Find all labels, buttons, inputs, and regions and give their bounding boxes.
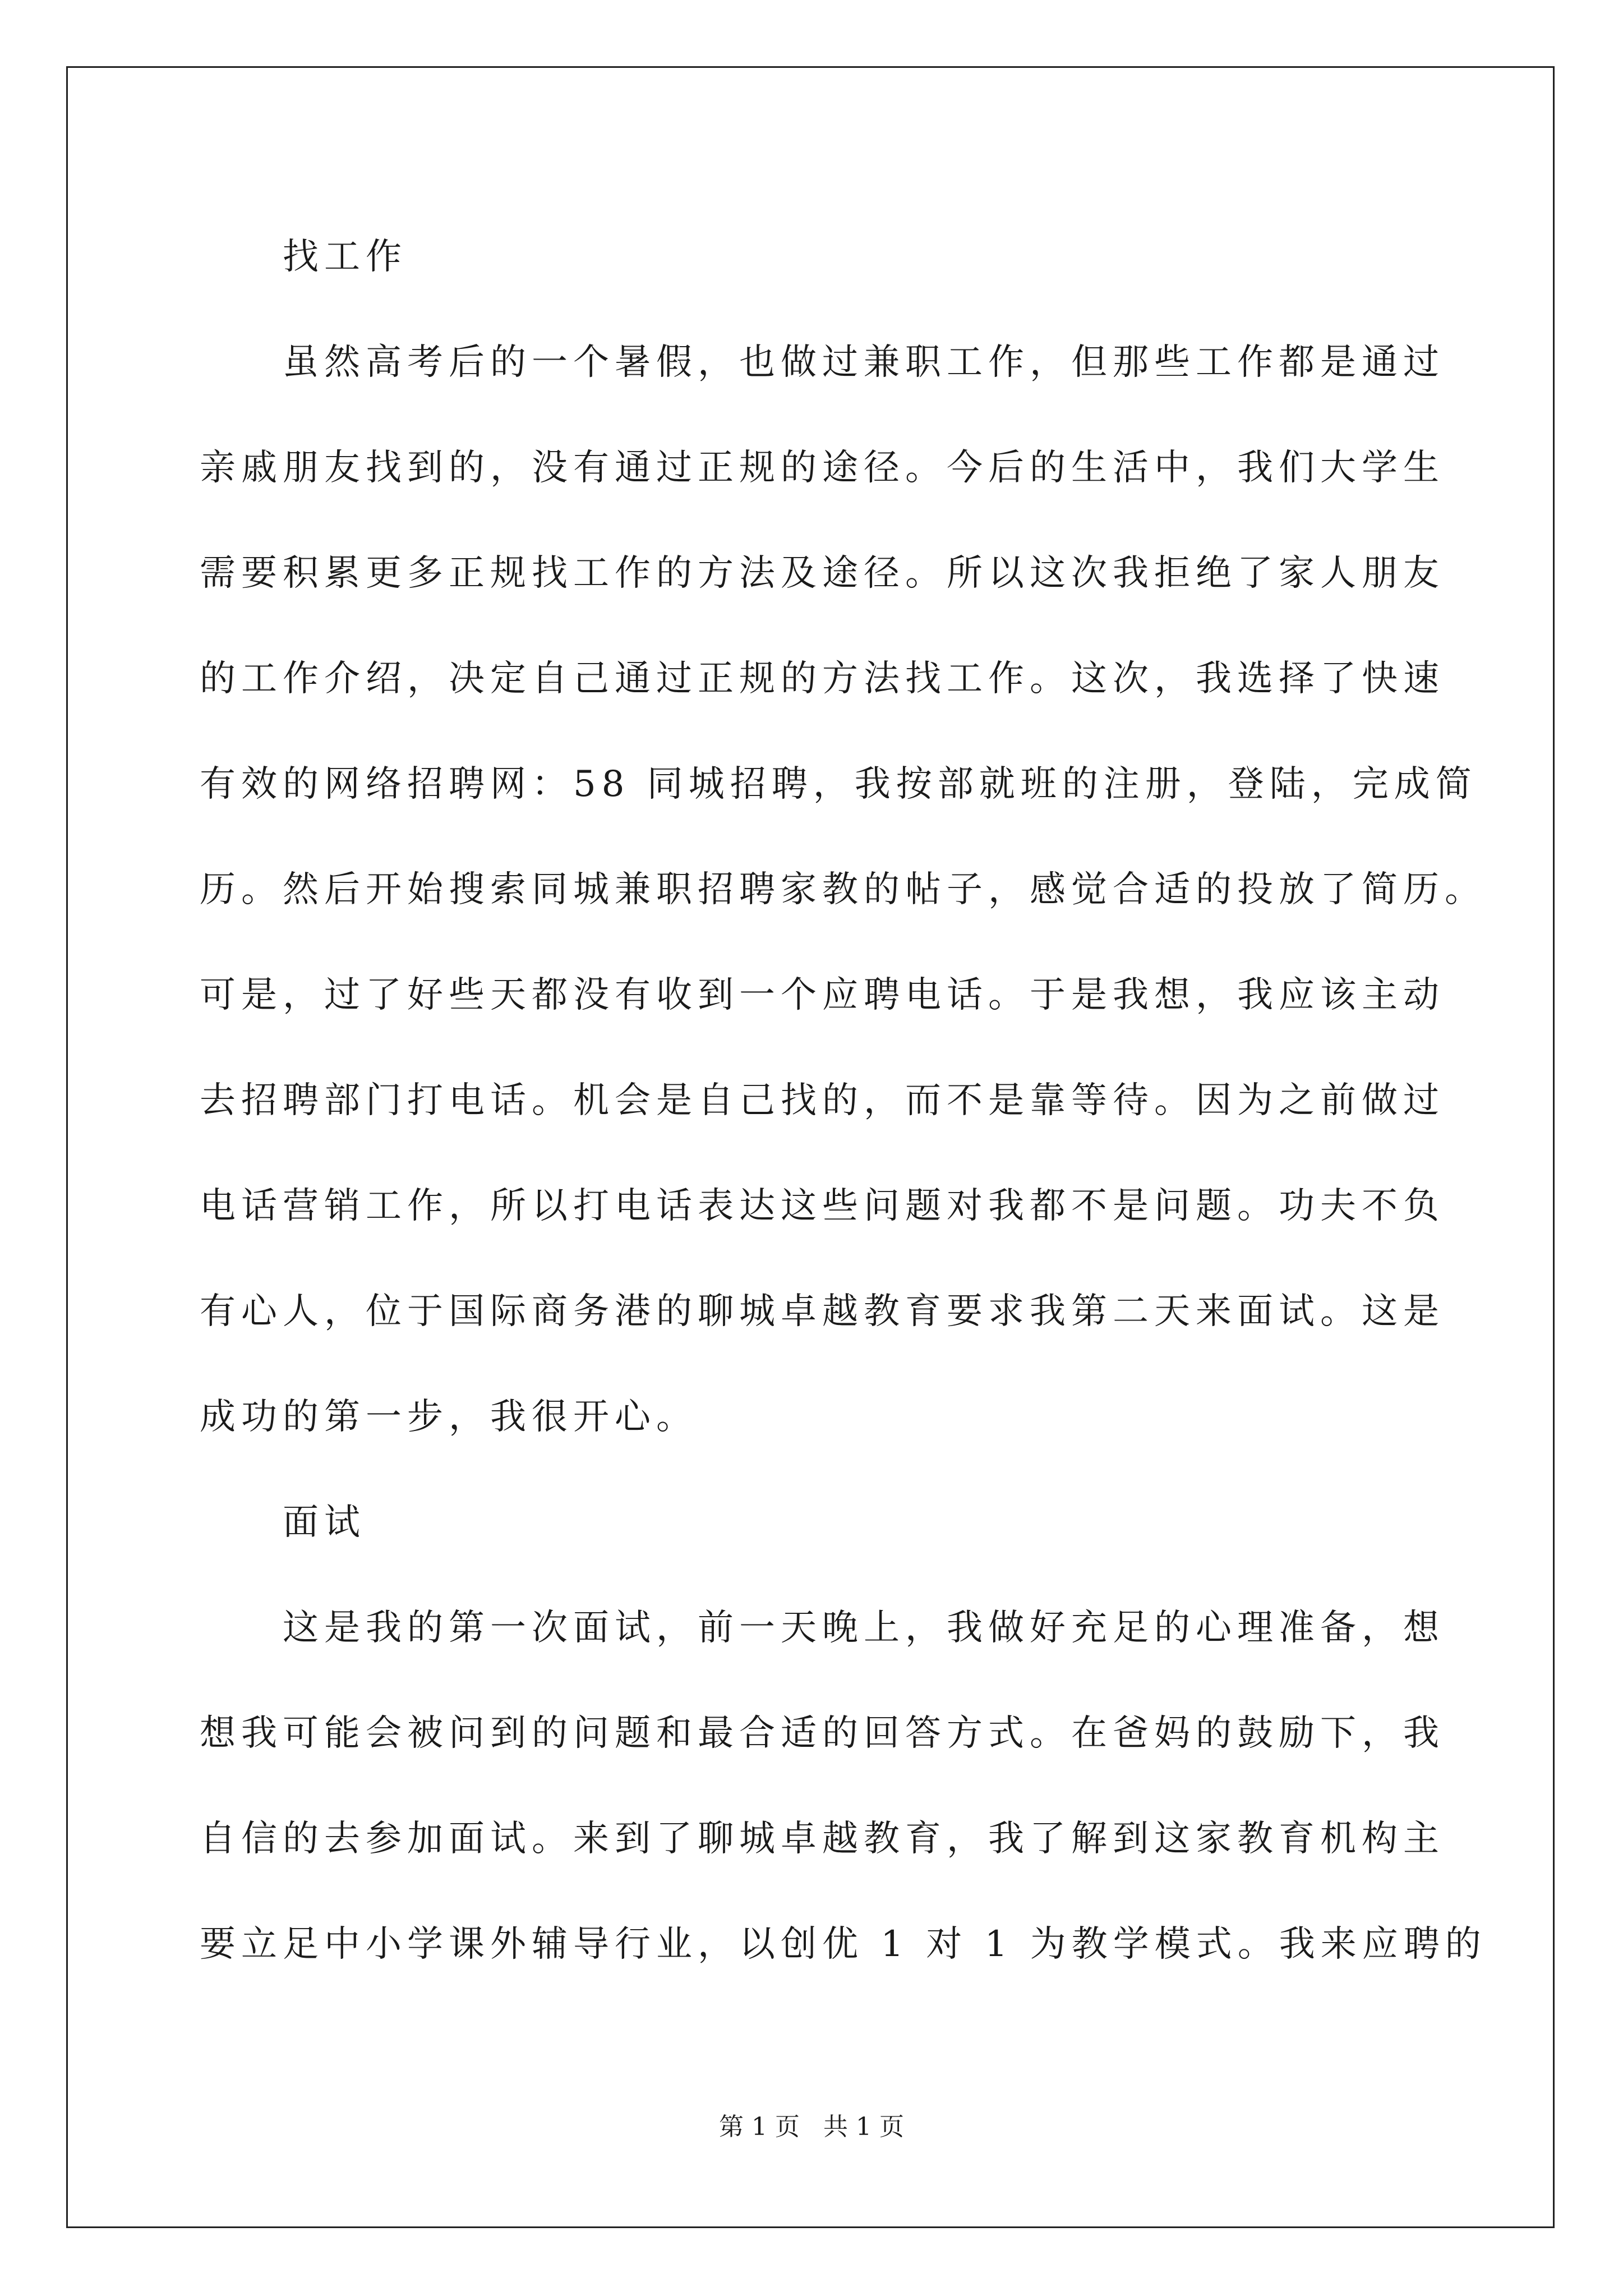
paragraph-line: 自信的去参加面试。来到了聊城卓越教育，我了解到这家教育机构主 <box>200 1818 1445 1860</box>
paragraph-line: 电话营销工作，所以打电话表达这些问题对我都不是问题。功夫不负 <box>200 1185 1445 1227</box>
paragraph-line: 的工作介绍，决定自己通过正规的方法找工作。这次，我选择了快速 <box>200 658 1445 700</box>
paragraph-line: 可是，过了好些天都没有收到一个应聘电话。于是我想，我应该主动 <box>200 974 1445 1016</box>
document-body <box>200 204 1487 1997</box>
paragraph-line: 亲戚朋友找到的，没有通过正规的途径。今后的生活中，我们大学生 <box>200 447 1445 489</box>
paragraph-line: 虽然高考后的一个暑假，也做过兼职工作，但那些工作都是通过 <box>283 342 1445 383</box>
paragraph-line: 要立足中小学课外辅导行业，以创优 1 对 1 为教学模式。我来应聘的 <box>200 1924 1487 1965</box>
paragraph-line: 有效的网络招聘网：58 同城招聘，我按部就班的注册，登陆，完成简 <box>200 763 1477 805</box>
page-footer <box>0 2110 1623 2144</box>
paragraph-line: 历。然后开始搜索同城兼职招聘家教的帖子，感觉合适的投放了简历。 <box>200 869 1486 910</box>
page-number: 第 1 页 <box>719 2113 800 2141</box>
paragraph-line: 这是我的第一次面试，前一天晚上，我做好充足的心理准备，想 <box>283 1607 1445 1649</box>
paragraph-line: 想我可能会被问到的问题和最合适的回答方式。在爸妈的鼓励下，我 <box>200 1713 1445 1754</box>
paragraph-line: 成功的第一步，我很开心。 <box>200 1396 698 1438</box>
page-total: 共 1 页 <box>823 2113 904 2141</box>
section-heading: 找工作 <box>283 236 407 278</box>
paragraph-line: 去招聘部门打电话。机会是自己找的，而不是靠等待。因为之前做过 <box>200 1080 1445 1121</box>
paragraph-line: 有心人，位于国际商务港的聊城卓越教育要求我第二天来面试。这是 <box>200 1291 1445 1332</box>
section-heading: 面试 <box>283 1502 366 1543</box>
paragraph-line: 需要积累更多正规找工作的方法及途径。所以这次我拒绝了家人朋友 <box>200 553 1445 594</box>
